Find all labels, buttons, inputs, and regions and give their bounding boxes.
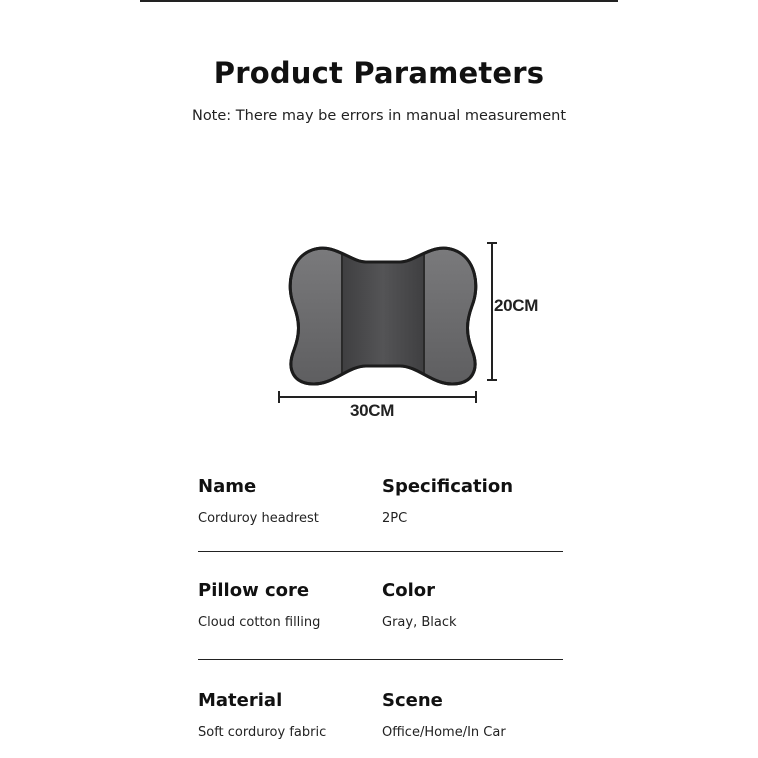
spec-label: Material: [198, 690, 283, 711]
spec-color: [382, 580, 457, 630]
width-dimension-label: 30CM: [350, 401, 395, 420]
divider: [198, 659, 563, 660]
spec-label: Pillow core: [198, 580, 310, 601]
spec-value: Cloud cotton filling: [198, 615, 321, 630]
spec-specification: [382, 476, 513, 526]
spec-material: [198, 690, 326, 740]
spec-value: Gray, Black: [382, 615, 457, 630]
spec-value: 2PC: [382, 511, 408, 526]
spec-label: Specification: [382, 476, 514, 497]
divider: [198, 551, 563, 552]
height-dimension-label: 20CM: [494, 296, 539, 315]
spec-name: [198, 476, 319, 526]
measurement-note: Note: There may be errors in manual measurement: [191, 108, 567, 124]
page-title: Product Parameters: [213, 56, 545, 90]
spec-pillow-core: [198, 580, 320, 630]
spec-value: Soft corduroy fabric: [198, 725, 327, 740]
spec-label: Name: [198, 476, 257, 497]
spec-scene: [382, 690, 506, 740]
headrest-pillow-image: [270, 234, 560, 424]
spec-label: Scene: [382, 690, 443, 711]
spec-value: Corduroy headrest: [198, 511, 319, 526]
spec-label: Color: [382, 580, 435, 601]
spec-value: Office/Home/In Car: [382, 725, 506, 740]
top-rule: [140, 0, 618, 2]
